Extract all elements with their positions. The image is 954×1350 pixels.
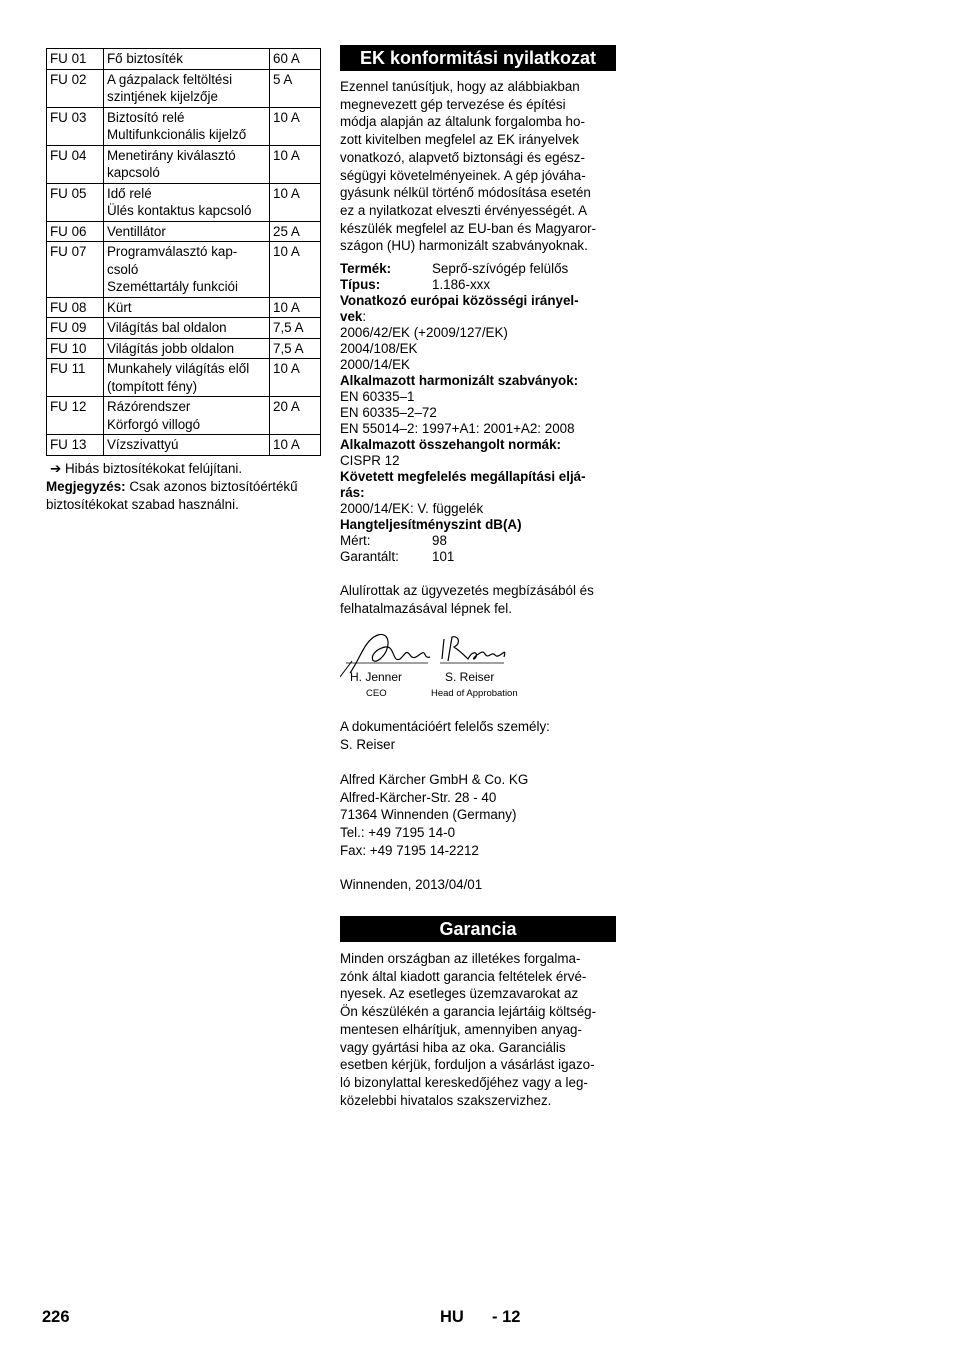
garancia-line: mentesen elhárítjuk, amennyiben anyag- xyxy=(340,1021,582,1037)
fuse-amperage: 10 A xyxy=(270,107,321,145)
fuse-amperage: 10 A xyxy=(270,435,321,456)
fuse-amperage: 5 A xyxy=(270,69,321,107)
note-line-2: biztosítékokat szabad használni. xyxy=(46,496,239,512)
fuse-description xyxy=(104,435,270,456)
fuse-amperage: 20 A xyxy=(270,397,321,435)
type-row xyxy=(340,277,616,293)
address xyxy=(340,771,616,860)
ek-intro-line: szágon (HU) harmonizált szabványoknak. xyxy=(340,238,588,254)
table-row xyxy=(47,69,321,107)
fuse-description-line: A gázpalack feltöltési xyxy=(107,71,233,87)
signature-jenner-icon xyxy=(350,635,430,674)
ek-heading: EK konformitási nyilatkozat xyxy=(340,45,616,71)
type-label: Típus: xyxy=(340,277,381,293)
fuse-description xyxy=(104,359,270,397)
sound-label: Hangteljesítményszint dB(A) xyxy=(340,517,522,533)
fuse-id: FU 01 xyxy=(47,49,104,70)
fuse-description-line: Munkahely világítás elől xyxy=(107,361,250,376)
footer-subpage: - 12 xyxy=(492,1308,521,1326)
directives-label: Vonatkozó európai közösségi irányel- xyxy=(340,293,579,309)
garancia-line: nyesek. Az esetleges üzemzavarokat az xyxy=(340,986,579,1002)
table-row xyxy=(47,242,321,298)
right-column xyxy=(340,45,616,1109)
directive-item: 2000/14/EK xyxy=(340,357,410,373)
table-row xyxy=(47,359,321,397)
fuse-id: FU 11 xyxy=(47,359,104,397)
garancia-heading: Garancia xyxy=(340,916,616,942)
sig1-role: CEO xyxy=(366,688,387,700)
fuse-instruction-text: Hibás biztosítékokat felújítani. xyxy=(64,460,243,476)
ek-intro xyxy=(340,78,616,255)
fuse-description-line: Ülés kontaktus kapcsoló xyxy=(107,203,252,218)
fuse-description-line: Rázórendszer xyxy=(107,399,191,414)
authority-text xyxy=(340,582,616,617)
fuse-id: FU 09 xyxy=(47,318,104,339)
address-line: Tel.: +49 7195 14-0 xyxy=(340,824,456,840)
ek-intro-line: Ezennel tanúsítjuk, hogy az alábbiakban xyxy=(340,79,580,94)
fuse-id: FU 04 xyxy=(47,145,104,183)
fuse-description-line: Fő biztosíték xyxy=(107,51,183,66)
garancia-line: közelebbi hivatalos szakszervizhez. xyxy=(340,1092,552,1108)
address-line: Alfred-Kärcher-Str. 28 - 40 xyxy=(340,789,497,805)
fuse-id: FU 12 xyxy=(47,397,104,435)
garancia-line: Minden országban az illetékes forgalma- xyxy=(340,951,581,967)
fuse-description-line: Multifunkcionális kijelző xyxy=(107,127,247,142)
fuse-description-line: Programválasztó kap- xyxy=(107,244,238,259)
fuse-description-line: csoló xyxy=(107,261,139,277)
garancia-line: Ön készülékén a garancia lejártáig költség- xyxy=(340,1004,597,1020)
fuse-description-line: Körforgó villogó xyxy=(107,416,201,432)
fuse-description xyxy=(104,221,270,242)
fuse-description-line: Vízszivattyú xyxy=(107,437,179,452)
fuse-amperage: 10 A xyxy=(270,145,321,183)
fuse-description-line: Világítás jobb oldalon xyxy=(107,340,235,356)
ek-intro-line: ez a nyilatkozat elveszti érvényességét. A xyxy=(340,202,588,218)
fuse-description-line: kapcsoló xyxy=(107,165,160,180)
measured-value: 98 xyxy=(432,533,447,549)
fuse-description xyxy=(104,69,270,107)
product-label: Termék: xyxy=(340,261,392,277)
note xyxy=(46,478,321,513)
fuse-amperage: 25 A xyxy=(270,221,321,242)
garancia-text xyxy=(340,950,616,1109)
table-row xyxy=(47,107,321,145)
fuse-description xyxy=(104,338,270,359)
fuse-table xyxy=(46,48,321,456)
fuse-description-line: Ventillátor xyxy=(107,223,166,239)
product-value: Seprő-szívógép felülős xyxy=(432,261,569,277)
doc-resp-label: A dokumentációért felelős személy: xyxy=(340,719,550,735)
fuse-amperage: 60 A xyxy=(270,49,321,70)
authority-line: Alulírottak az ügyvezetés megbízásából és xyxy=(340,583,594,599)
ek-intro-line: zott kivitelben megfelel az EK irányelvek xyxy=(340,132,579,148)
fuse-description-line: Kürt xyxy=(107,299,132,315)
guaranteed-row xyxy=(340,549,616,565)
fuse-description-line: (tompított fény) xyxy=(107,378,198,394)
table-row xyxy=(47,338,321,359)
ek-intro-line: ségügyi követelményeinek. A gép jóváha- xyxy=(340,167,586,183)
measured-row xyxy=(340,533,616,549)
signature-reiser-icon xyxy=(442,637,505,661)
directive-item: 2006/42/EK (+2009/127/EK) xyxy=(340,325,508,341)
harmonized-item: EN 55014–2: 1997+A1: 2001+A2: 2008 xyxy=(340,421,575,437)
garancia-line: esetben kérjük, forduljon a vásárlást igazo- xyxy=(340,1057,595,1073)
authority-line: felhatalmazásával lépnek fel. xyxy=(340,600,512,616)
table-row xyxy=(47,435,321,456)
sig2-role: Head of Approbation xyxy=(431,688,518,700)
note-line-1: Csak azonos biztosítóértékű xyxy=(125,479,298,495)
table-row xyxy=(47,221,321,242)
fuse-description-line: Idő relé xyxy=(107,185,152,201)
sig1-name: H. Jenner xyxy=(350,670,403,685)
fuse-description xyxy=(104,183,270,221)
ek-intro-line: gyásunk nélkül történő módosítása esetén xyxy=(340,185,591,201)
fuse-instruction xyxy=(46,460,321,478)
fuse-description xyxy=(104,242,270,298)
table-row xyxy=(47,49,321,70)
fuse-description xyxy=(104,397,270,435)
measured-label: Mért: xyxy=(340,533,371,549)
fuse-id: FU 07 xyxy=(47,242,104,298)
arrow-icon: ➔ xyxy=(50,460,62,476)
coordinated-label: Alkalmazott összehangolt normák: xyxy=(340,437,561,453)
signatures xyxy=(340,629,616,707)
fuse-id: FU 06 xyxy=(47,221,104,242)
ek-intro-line: megnevezett gép tervezése és építési xyxy=(340,96,566,112)
table-row xyxy=(47,397,321,435)
ek-intro-line: vonatkozó, alapvető biztonsági és egész- xyxy=(340,149,585,165)
table-row xyxy=(47,145,321,183)
harmonized-label: Alkalmazott harmonizált szabványok: xyxy=(340,373,579,389)
address-line: 71364 Winnenden (Germany) xyxy=(340,807,517,823)
procedure-label-cont: rás: xyxy=(340,485,365,501)
fuse-description-line: Szeméttartály funkciói xyxy=(107,279,238,294)
ek-details xyxy=(340,261,616,565)
fuse-description xyxy=(104,49,270,70)
address-line: Fax: +49 7195 14-2212 xyxy=(340,842,479,858)
guaranteed-label: Garantált: xyxy=(340,549,399,565)
fuse-amperage: 7,5 A xyxy=(270,338,321,359)
left-column xyxy=(46,48,321,514)
fuse-id: FU 02 xyxy=(47,69,104,107)
table-row xyxy=(47,183,321,221)
place-date: Winnenden, 2013/04/01 xyxy=(340,877,483,893)
fuse-description xyxy=(104,297,270,318)
fuse-amperage: 10 A xyxy=(270,183,321,221)
fuse-description-line: Biztosító relé xyxy=(107,109,185,125)
footer-lang: HU xyxy=(440,1308,464,1326)
fuse-description-line: szintjének kijelzője xyxy=(107,89,218,104)
fuse-amperage: 7,5 A xyxy=(270,318,321,339)
fuse-description-line: Menetirány kiválasztó xyxy=(107,147,236,163)
fuse-id: FU 05 xyxy=(47,183,104,221)
harmonized-item: EN 60335–2–72 xyxy=(340,405,437,421)
table-row xyxy=(47,318,321,339)
fuse-amperage: 10 A xyxy=(270,359,321,397)
fuse-amperage: 10 A xyxy=(270,297,321,318)
directives-label-cont: vek: xyxy=(340,309,367,325)
fuse-description-line: Világítás bal oldalon xyxy=(107,320,227,335)
garancia-line: zónk által kiadott garancia feltételek érvé- xyxy=(340,968,587,984)
ek-intro-line: módja alapján az általunk forgalomba ho- xyxy=(340,114,585,130)
fuse-amperage: 10 A xyxy=(270,242,321,298)
coordinated-item: CISPR 12 xyxy=(340,453,400,469)
doc-resp-name: S. Reiser xyxy=(340,737,396,753)
garancia-line: ló bizonylattal kereskedőjéhez vagy a leg- xyxy=(340,1074,588,1090)
table-row xyxy=(47,297,321,318)
guaranteed-value: 101 xyxy=(432,549,455,565)
procedure-label: Követett megfelelés megállapítási eljá- xyxy=(340,469,586,485)
ek-intro-line: készülék megfelel az EU-ban és Magyaror- xyxy=(340,220,597,236)
sig2-name: S. Reiser xyxy=(445,670,495,685)
page-number: 226 xyxy=(42,1308,70,1326)
fuse-id: FU 08 xyxy=(47,297,104,318)
product-row xyxy=(340,261,616,277)
fuse-id: FU 03 xyxy=(47,107,104,145)
garancia-line: vagy gyártási hiba az oka. Garanciális xyxy=(340,1039,566,1055)
fuse-description xyxy=(104,145,270,183)
doc-responsible xyxy=(340,718,616,753)
fuse-id: FU 10 xyxy=(47,338,104,359)
harmonized-item: EN 60335–1 xyxy=(340,389,415,405)
note-label: Megjegyzés: xyxy=(46,479,126,495)
fuse-description xyxy=(104,107,270,145)
directive-item: 2004/108/EK xyxy=(340,341,418,357)
procedure-value: 2000/14/EK: V. függelék xyxy=(340,501,484,517)
fuse-description xyxy=(104,318,270,339)
type-value: 1.186-xxx xyxy=(432,277,491,293)
fuse-id: FU 13 xyxy=(47,435,104,456)
address-line: Alfred Kärcher GmbH & Co. KG xyxy=(340,771,529,787)
